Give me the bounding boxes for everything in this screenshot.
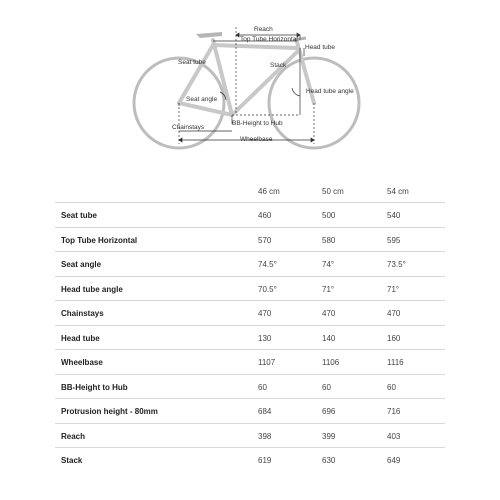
table-row [55, 325, 445, 350]
cell: 540 [387, 211, 401, 220]
label-wheelbase: Wheelbase [240, 136, 273, 143]
table-row [55, 227, 445, 252]
cell: 500 [322, 211, 336, 220]
cell: 130 [258, 334, 272, 343]
label-reach: Reach [254, 26, 273, 33]
cell: 60 [387, 383, 396, 392]
table-header [55, 187, 445, 199]
label-chainstays: Chainstays [172, 124, 205, 131]
label-head-tube: Head tube [305, 44, 335, 51]
cell: 60 [258, 383, 267, 392]
table-row [55, 447, 445, 472]
cell: 570 [258, 236, 272, 245]
row-label: Chainstays [61, 309, 104, 318]
row-label: Reach [61, 432, 86, 441]
row-label: Seat angle [61, 260, 102, 269]
cell: 70.5° [258, 285, 277, 294]
column-header: 50 cm [322, 187, 344, 196]
cell: 1116 [387, 358, 404, 367]
cell: 73.5° [387, 260, 406, 269]
cell: 1106 [322, 358, 340, 367]
bike-geometry-diagram [0, 0, 500, 165]
bike-frame [179, 40, 314, 115]
table-row [55, 349, 445, 374]
cell: 71° [322, 285, 335, 294]
table-row [55, 300, 445, 325]
cell: 60 [322, 383, 331, 392]
label-seat-angle: Seat angle [186, 96, 218, 103]
row-label: Seat tube [61, 211, 98, 220]
table-row [55, 251, 445, 276]
row-label: Stack [61, 456, 83, 465]
label-bb-height: BB-Height to Hub [232, 120, 283, 127]
cell: 630 [322, 456, 336, 465]
label-stack: Stack [270, 62, 287, 69]
table-row [55, 276, 445, 301]
row-label: Head tube [61, 334, 100, 343]
cell: 460 [258, 211, 272, 220]
row-label: Protrusion height - 80mm [61, 407, 158, 416]
cell: 398 [258, 432, 272, 441]
row-label: BB-Height to Hub [61, 383, 128, 392]
cell: 74.5° [258, 260, 277, 269]
label-head-tube-angle: Head tube angle [306, 88, 354, 95]
cell: 403 [387, 432, 401, 441]
cell: 160 [387, 334, 401, 343]
table-row [55, 374, 445, 399]
label-seat-tube: Seat tube [178, 59, 206, 66]
cell: 140 [322, 334, 336, 343]
cell: 580 [322, 236, 336, 245]
table-row [55, 423, 445, 448]
cell: 619 [258, 456, 272, 465]
label-top-tube: Top Tube Horizontal [240, 36, 298, 43]
cell: 470 [258, 309, 272, 318]
cell: 71° [387, 285, 400, 294]
cell: 74° [322, 260, 335, 269]
cell: 696 [322, 407, 336, 416]
cell: 470 [387, 309, 401, 318]
cell: 716 [387, 407, 401, 416]
column-header: 46 cm [258, 187, 280, 196]
cell: 684 [258, 407, 272, 416]
table-row [55, 398, 445, 423]
cell: 470 [322, 309, 336, 318]
cell: 1107 [258, 358, 276, 367]
table-row [55, 202, 445, 227]
row-label: Top Tube Horizontal [61, 236, 138, 245]
row-label: Head tube angle [61, 285, 123, 294]
saddle [196, 32, 222, 38]
cell: 649 [387, 456, 401, 465]
column-header: 54 cm [387, 187, 409, 196]
row-label: Wheelbase [61, 358, 103, 367]
cell: 399 [322, 432, 336, 441]
cell: 595 [387, 236, 401, 245]
